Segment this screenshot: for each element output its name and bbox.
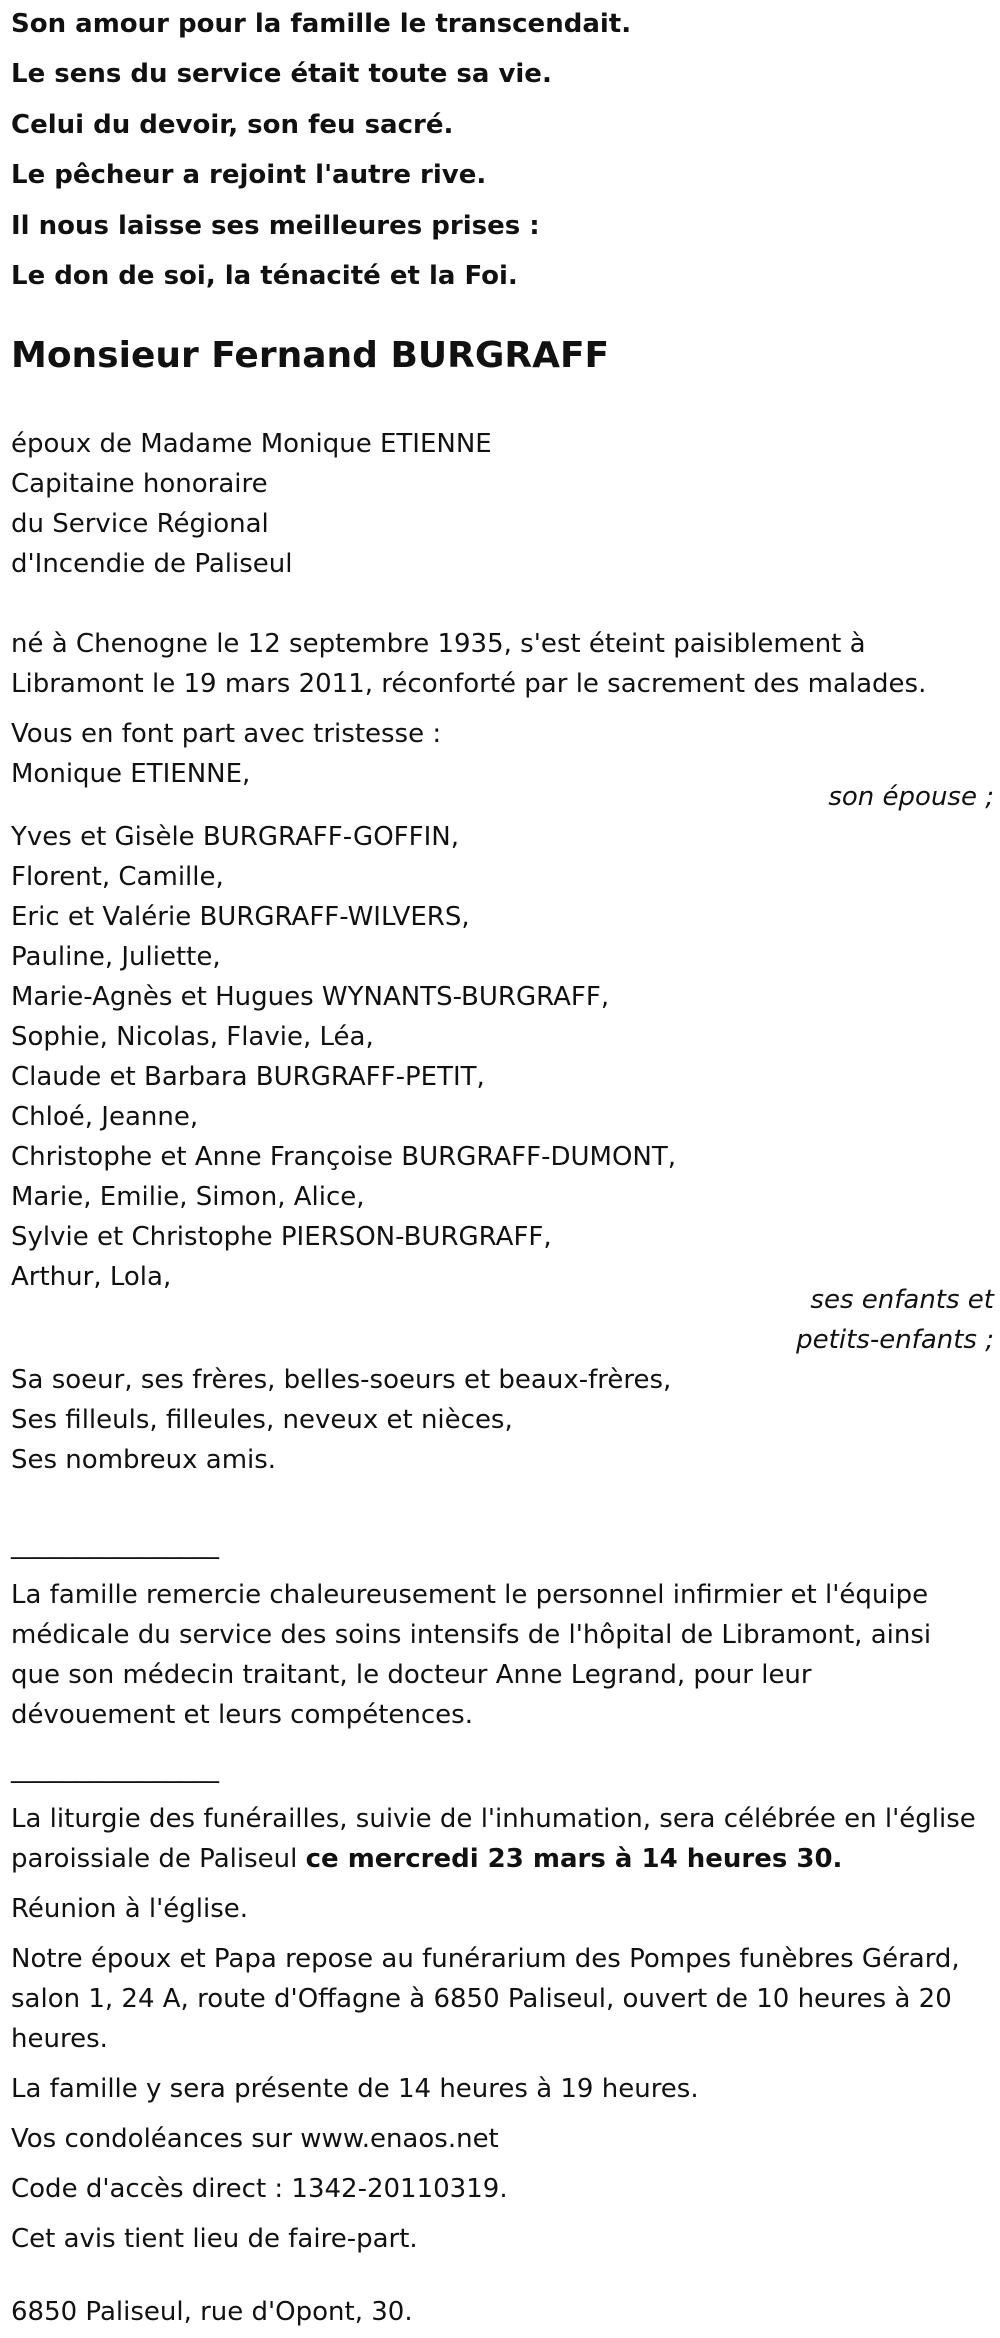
condolences-text: Vos condoléances sur www.enaos.net bbox=[11, 2124, 499, 2154]
title-line: Capitaine honoraire bbox=[11, 469, 268, 499]
poem-line: Le pêcheur a rejoint l'autre rive. bbox=[11, 160, 487, 190]
family-line: Arthur, Lola, bbox=[11, 1262, 172, 1292]
access-code-text: Code d'accès direct : 1342-20110319. bbox=[11, 2174, 508, 2204]
birth-line: né à Chenogne le 12 septembre 1935, s'est éteint paisiblement à bbox=[11, 629, 866, 659]
spouse-role: son épouse ; bbox=[828, 782, 994, 812]
family-line: Marie, Emilie, Simon, Alice, bbox=[11, 1182, 365, 1212]
family-line: Claude et Barbara BURGRAFF-PETIT, bbox=[11, 1062, 485, 1092]
thanks-line: La famille remercie chaleureusement le personnel infirmier et l'équipe bbox=[11, 1580, 929, 1610]
family-line: Florent, Camille, bbox=[11, 862, 224, 892]
title-line: du Service Régional bbox=[11, 509, 269, 539]
others-line: Ses nombreux amis. bbox=[11, 1445, 277, 1475]
birth-line: Libramont le 19 mars 2011, réconforté par le sacrement des malades. bbox=[11, 669, 927, 699]
liturgy-place: paroissiale de Paliseul bbox=[11, 1844, 306, 1874]
family-line: Sylvie et Christophe PIERSON-BURGRAFF, bbox=[11, 1222, 552, 1252]
thanks-line: que son médecin traitant, le docteur Anne Legrand, pour leur bbox=[11, 1660, 812, 1690]
announce-text: Vous en font part avec tristesse : bbox=[11, 719, 442, 749]
thanks-line: médicale du service des soins intensifs de l'hôpital de Libramont, ainsi bbox=[11, 1620, 932, 1650]
family-line: Eric et Valérie BURGRAFF-WILVERS, bbox=[11, 902, 470, 932]
spouse-name: Monique ETIENNE, bbox=[11, 759, 251, 789]
poem-line: Celui du devoir, son feu sacré. bbox=[11, 110, 454, 140]
funeral-home-line: salon 1, 24 A, route d'Offagne à 6850 Paliseul, ouvert de 10 heures à 20 bbox=[11, 1984, 952, 2014]
family-line: Pauline, Juliette, bbox=[11, 942, 221, 972]
others-line: Sa soeur, ses frères, belles-soeurs et beaux-frères, bbox=[11, 1365, 672, 1395]
title-line: d'Incendie de Paliseul bbox=[11, 549, 293, 579]
funeral-home-line: Notre époux et Papa repose au funérarium des Pompes funèbres Gérard, bbox=[11, 1944, 960, 1974]
liturgy-date: ce mercredi 23 mars à 14 heures 30. bbox=[305, 1844, 843, 1874]
funeral-home-line: heures. bbox=[11, 2024, 108, 2054]
thanks-line: dévouement et leurs compétences. bbox=[11, 1700, 473, 1730]
family-line: Chloé, Jeanne, bbox=[11, 1102, 199, 1132]
family-line: Yves et Gisèle BURGRAFF-GOFFIN, bbox=[11, 822, 459, 852]
family-line: Christophe et Anne Françoise BURGRAFF-DUMONT, bbox=[11, 1142, 677, 1172]
poem-line: Son amour pour la famille le transcendait. bbox=[11, 9, 632, 39]
poem-line: Il nous laisse ses meilleures prises : bbox=[11, 211, 540, 241]
family-line: Marie-Agnès et Hugues WYNANTS-BURGRAFF, bbox=[11, 982, 610, 1012]
separator: ________________ bbox=[11, 1754, 219, 1784]
title-line: époux de Madame Monique ETIENNE bbox=[11, 429, 492, 459]
address-text: 6850 Paliseul, rue d'Opont, 30. bbox=[11, 2297, 413, 2327]
liturgy-line bbox=[11, 1843, 842, 1875]
reunion-text: Réunion à l'église. bbox=[11, 1894, 249, 1924]
deceased-name: Monsieur Fernand BURGRAFF bbox=[11, 335, 610, 376]
separator: ________________ bbox=[11, 1530, 219, 1560]
others-line: Ses filleuls, filleules, neveux et nièces, bbox=[11, 1405, 513, 1435]
liturgy-line: La liturgie des funérailles, suivie de l'inhumation, sera célébrée en l'église bbox=[11, 1804, 976, 1834]
poem-line: Le sens du service était toute sa vie. bbox=[11, 59, 552, 89]
poem-line: Le don de soi, la ténacité et la Foi. bbox=[11, 261, 518, 291]
family-line: Sophie, Nicolas, Flavie, Léa, bbox=[11, 1022, 374, 1052]
children-role: petits-enfants ; bbox=[796, 1325, 994, 1355]
children-role: ses enfants et bbox=[810, 1285, 994, 1315]
notice-text: Cet avis tient lieu de faire-part. bbox=[11, 2224, 418, 2254]
presence-text: La famille y sera présente de 14 heures à 19 heures. bbox=[11, 2074, 699, 2104]
